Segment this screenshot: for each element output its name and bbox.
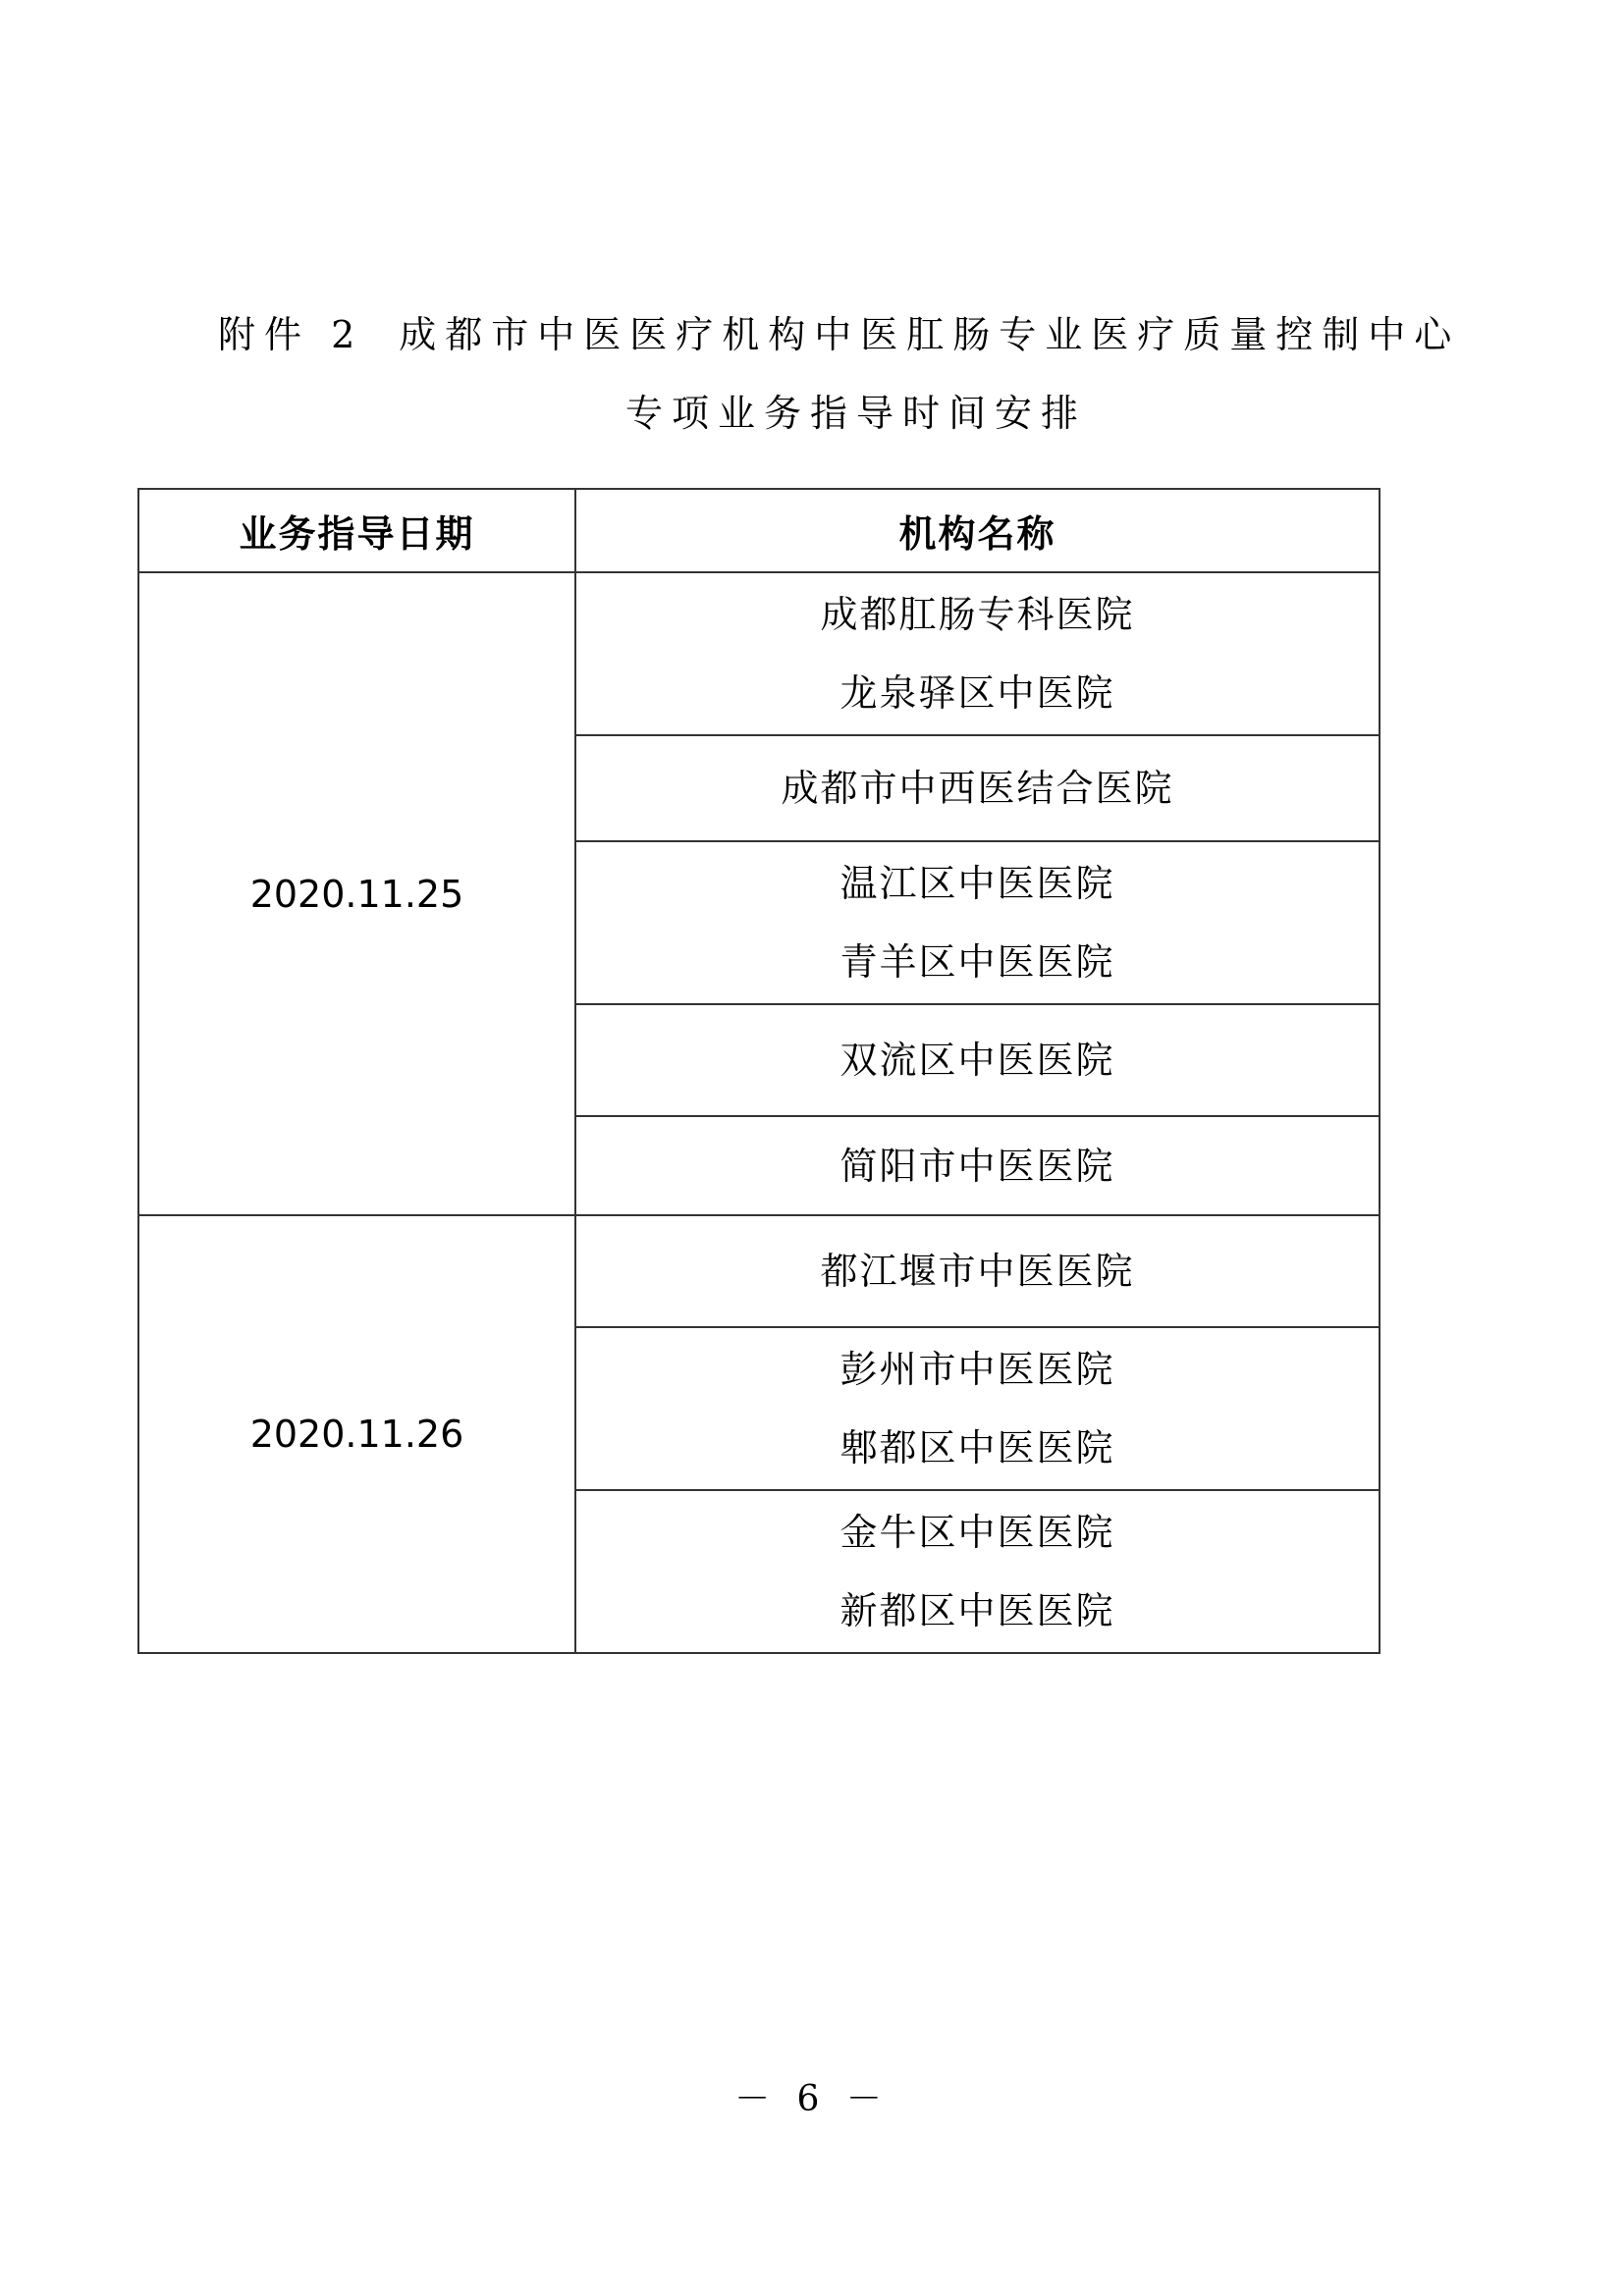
- institution-cell: [575, 1116, 1380, 1215]
- institution-name: 龙泉驿区中医院: [839, 671, 1115, 715]
- institution-name: 彭州市中医医院: [839, 1348, 1115, 1391]
- document-title-line-2: 专项业务指导时间安排: [624, 392, 1087, 435]
- institution-cell: [575, 1004, 1380, 1116]
- institution-cell: [575, 1215, 1380, 1327]
- institution-name: 郫都区中医医院: [839, 1426, 1115, 1469]
- header-institution: 机构名称: [575, 489, 1380, 572]
- institution-name: 金牛区中医医院: [839, 1511, 1115, 1554]
- institution-cell: [575, 735, 1380, 841]
- institution-cell: [575, 1490, 1380, 1653]
- attachment-label: 附件 2: [218, 313, 364, 356]
- institution-name: 都江堰市中医医院: [820, 1250, 1135, 1293]
- document-title-line-1: [218, 313, 1624, 356]
- institution-name: 温江区中医医院: [839, 862, 1115, 905]
- header-date: 业务指导日期: [138, 489, 575, 572]
- table-header-row: [138, 489, 1380, 572]
- page-number: － 6 －: [734, 2079, 890, 2119]
- institution-cell: [575, 572, 1380, 735]
- institution-name: 青羊区中医医院: [839, 940, 1115, 984]
- institution-name: 成都肛肠专科医院: [820, 593, 1135, 636]
- institution-name: 成都市中西医结合医院: [781, 767, 1174, 810]
- institution-cell: [575, 841, 1380, 1004]
- institution-name: 新都区中医医院: [839, 1589, 1115, 1632]
- institution-name: 简阳市中医医院: [839, 1144, 1115, 1188]
- table-row: [138, 1215, 1380, 1327]
- title-text-line-1: 成都市中医医疗机构中医肛肠专业医疗质量控制中心: [399, 313, 1461, 356]
- institution-cell: [575, 1327, 1380, 1490]
- date-cell: 2020.11.25: [138, 572, 575, 1215]
- date-cell: 2020.11.26: [138, 1215, 575, 1653]
- schedule-table: [137, 488, 1380, 1654]
- institution-name: 双流区中医医院: [839, 1039, 1115, 1082]
- table-row: [138, 572, 1380, 735]
